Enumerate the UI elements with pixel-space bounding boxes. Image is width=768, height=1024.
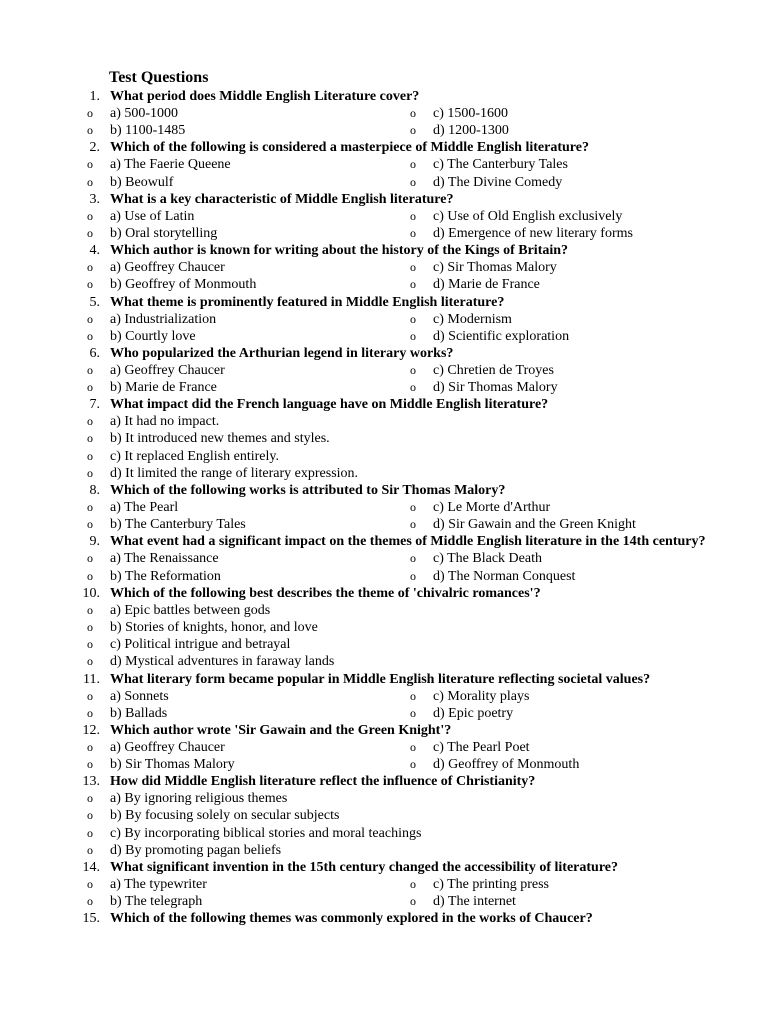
answer-option: c) The printing press bbox=[433, 877, 549, 892]
question-13 bbox=[0, 773, 768, 859]
option-row bbox=[0, 705, 768, 722]
question-text: Which of the following themes was commonly explored in the works of Chaucer? bbox=[110, 911, 593, 927]
question-number: 3. bbox=[89, 191, 100, 207]
question-line bbox=[0, 585, 768, 602]
bullet-icon: o bbox=[410, 277, 416, 292]
question-number: 12. bbox=[82, 722, 100, 738]
bullet-icon: o bbox=[410, 551, 416, 566]
question-text: Which of the following works is attributed to Sir Thomas Malory? bbox=[110, 483, 506, 498]
question-10 bbox=[0, 585, 768, 671]
bullet-icon: o bbox=[87, 791, 93, 806]
question-line bbox=[0, 294, 768, 311]
bullet-icon: o bbox=[410, 208, 416, 223]
option-row bbox=[0, 225, 768, 242]
option-row bbox=[0, 653, 768, 670]
bullet-icon: o bbox=[87, 431, 93, 446]
question-line bbox=[0, 910, 768, 927]
answer-option: c) Chretien de Troyes bbox=[433, 362, 554, 378]
bullet-icon: o bbox=[410, 688, 416, 703]
bullet-icon: o bbox=[87, 106, 93, 120]
bullet-icon: o bbox=[410, 739, 416, 754]
option-row bbox=[0, 790, 768, 807]
answer-option: b) By focusing solely on secular subjects bbox=[110, 808, 340, 824]
answer-option: b) The telegraph bbox=[110, 894, 203, 910]
answer-option: a) Geoffrey Chaucer bbox=[110, 362, 225, 378]
option-row bbox=[0, 105, 768, 122]
answer-option: b) It introduced new themes and styles. bbox=[110, 431, 330, 447]
bullet-icon: o bbox=[410, 380, 416, 395]
option-row bbox=[0, 276, 768, 293]
bullet-icon: o bbox=[87, 260, 93, 275]
bullet-icon: o bbox=[87, 808, 93, 823]
question-4 bbox=[0, 242, 768, 293]
answer-option: d) It limited the range of literary expression. bbox=[110, 465, 359, 481]
bullet-icon: o bbox=[87, 602, 93, 617]
answer-option: d) Geoffrey of Monmouth bbox=[433, 757, 580, 773]
bullet-icon: o bbox=[410, 260, 416, 275]
question-line bbox=[0, 242, 768, 259]
question-number: 4. bbox=[89, 243, 100, 259]
option-row bbox=[0, 174, 768, 191]
question-line bbox=[0, 139, 768, 156]
question-text: What literary form became popular in Middle English literature reflecting societal values? bbox=[110, 671, 651, 687]
bullet-icon: o bbox=[87, 362, 93, 377]
question-9 bbox=[0, 533, 768, 584]
bullet-icon: o bbox=[410, 328, 416, 343]
option-row bbox=[0, 362, 768, 379]
answer-option: b) The Canterbury Tales bbox=[110, 517, 246, 533]
option-row bbox=[0, 619, 768, 636]
bullet-icon: o bbox=[87, 380, 93, 395]
option-row bbox=[0, 122, 768, 139]
bullet-icon: o bbox=[87, 551, 93, 566]
option-row bbox=[0, 876, 768, 893]
question-number: 8. bbox=[89, 483, 100, 498]
answer-option: c) Le Morte d'Arthur bbox=[433, 500, 551, 515]
bullet-icon: o bbox=[87, 637, 93, 652]
question-number: 13. bbox=[82, 774, 100, 790]
question-6 bbox=[0, 345, 768, 396]
option-row bbox=[0, 739, 768, 756]
answer-option: d) Epic poetry bbox=[433, 705, 514, 721]
question-number: 1. bbox=[89, 89, 100, 104]
answer-option: c) Use of Old English exclusively bbox=[433, 208, 623, 224]
question-number: 9. bbox=[89, 534, 100, 550]
answer-option: a) Epic battles between gods bbox=[110, 602, 271, 618]
question-line bbox=[0, 88, 768, 105]
bullet-icon: o bbox=[87, 894, 93, 909]
question-line bbox=[0, 722, 768, 739]
answer-option: c) The Pearl Poet bbox=[433, 739, 530, 755]
document-page bbox=[0, 68, 768, 927]
bullet-icon: o bbox=[410, 225, 416, 240]
bullet-icon: o bbox=[87, 688, 93, 703]
question-number: 15. bbox=[82, 911, 100, 927]
answer-option: a) The Renaissance bbox=[110, 551, 219, 567]
question-line bbox=[0, 671, 768, 688]
answer-option: a) Geoffrey Chaucer bbox=[110, 739, 225, 755]
question-text: Which author is known for writing about the history of the Kings of Britain? bbox=[110, 243, 569, 259]
question-12 bbox=[0, 722, 768, 773]
answer-option: a) By ignoring religious themes bbox=[110, 791, 288, 807]
question-text: What impact did the French language have on Middle English literature? bbox=[110, 397, 549, 413]
question-text: How did Middle English literature reflect the influence of Christianity? bbox=[110, 774, 536, 790]
answer-option: a) The Faerie Queene bbox=[110, 157, 231, 173]
question-line bbox=[0, 773, 768, 790]
question-number: 2. bbox=[89, 140, 100, 156]
answer-option: a) The typewriter bbox=[110, 877, 207, 892]
answer-option: a) Industrialization bbox=[110, 311, 217, 327]
question-number: 14. bbox=[82, 860, 100, 875]
bullet-icon: o bbox=[87, 825, 93, 840]
bullet-icon: o bbox=[87, 465, 93, 480]
question-text: What theme is prominently featured in Middle English literature? bbox=[110, 294, 505, 310]
answer-option: a) It had no impact. bbox=[110, 414, 220, 430]
option-row bbox=[0, 448, 768, 465]
bullet-icon: o bbox=[87, 568, 93, 583]
question-line bbox=[0, 482, 768, 499]
bullet-icon: o bbox=[87, 157, 93, 172]
question-7 bbox=[0, 396, 768, 482]
answer-option: d) Scientific exploration bbox=[433, 328, 570, 344]
answer-option: b) Ballads bbox=[110, 705, 168, 721]
bullet-icon: o bbox=[87, 739, 93, 754]
question-text: What event had a significant impact on the themes of Middle English literature in the 14th century? bbox=[110, 534, 706, 550]
answer-option: c) It replaced English entirely. bbox=[110, 448, 279, 464]
option-row bbox=[0, 842, 768, 859]
question-11 bbox=[0, 671, 768, 722]
question-line bbox=[0, 533, 768, 550]
question-number: 11. bbox=[83, 671, 100, 687]
bullet-icon: o bbox=[87, 225, 93, 240]
question-2 bbox=[0, 139, 768, 190]
question-text: Which of the following is considered a masterpiece of Middle English literature? bbox=[110, 140, 589, 156]
answer-option: c) The Canterbury Tales bbox=[433, 157, 568, 173]
bullet-icon: o bbox=[87, 842, 93, 857]
option-row bbox=[0, 756, 768, 773]
answer-option: c) By incorporating biblical stories and moral teachings bbox=[110, 825, 422, 841]
option-row bbox=[0, 807, 768, 824]
bullet-icon: o bbox=[87, 311, 93, 326]
question-line bbox=[0, 396, 768, 413]
bullet-icon: o bbox=[410, 877, 416, 891]
bullet-icon: o bbox=[87, 123, 93, 138]
answer-option: a) The Pearl bbox=[110, 500, 179, 515]
answer-option: b) Oral storytelling bbox=[110, 225, 218, 241]
bullet-icon: o bbox=[410, 106, 416, 120]
bullet-icon: o bbox=[87, 757, 93, 772]
bullet-icon: o bbox=[87, 517, 93, 532]
option-row bbox=[0, 311, 768, 328]
bullet-icon: o bbox=[410, 174, 416, 189]
question-text: What period does Middle English Literature cover? bbox=[110, 89, 420, 104]
bullet-icon: o bbox=[87, 619, 93, 634]
option-row bbox=[0, 550, 768, 567]
option-row bbox=[0, 825, 768, 842]
question-5 bbox=[0, 294, 768, 345]
question-text: What is a key characteristic of Middle English literature? bbox=[110, 191, 454, 207]
answer-option: c) Morality plays bbox=[433, 688, 530, 704]
option-row bbox=[0, 636, 768, 653]
answer-option: d) Marie de France bbox=[433, 277, 540, 293]
option-row bbox=[0, 156, 768, 173]
answer-option: b) Stories of knights, honor, and love bbox=[110, 619, 318, 635]
answer-option: d) Sir Gawain and the Green Knight bbox=[433, 517, 636, 533]
question-14 bbox=[0, 859, 768, 910]
bullet-icon: o bbox=[410, 362, 416, 377]
question-number: 5. bbox=[89, 294, 100, 310]
bullet-icon: o bbox=[410, 757, 416, 772]
bullet-icon: o bbox=[87, 877, 93, 891]
answer-option: c) Sir Thomas Malory bbox=[433, 260, 557, 276]
answer-option: c) The Black Death bbox=[433, 551, 542, 567]
question-text: Which of the following best describes the theme of 'chivalric romances'? bbox=[110, 585, 541, 601]
answer-option: c) 1500-1600 bbox=[433, 106, 509, 121]
option-row bbox=[0, 516, 768, 533]
bullet-icon: o bbox=[87, 174, 93, 189]
page-title: Test Questions bbox=[109, 69, 209, 86]
option-row bbox=[0, 379, 768, 396]
answer-option: b) The Reformation bbox=[110, 568, 221, 584]
bullet-icon: o bbox=[410, 311, 416, 326]
bullet-icon: o bbox=[410, 157, 416, 172]
option-row bbox=[0, 430, 768, 447]
bullet-icon: o bbox=[410, 894, 416, 909]
question-number: 10. bbox=[82, 585, 100, 601]
option-row bbox=[0, 893, 768, 910]
answer-option: a) Geoffrey Chaucer bbox=[110, 260, 225, 276]
answer-option: b) Sir Thomas Malory bbox=[110, 757, 235, 773]
question-number: 7. bbox=[89, 397, 100, 413]
bullet-icon: o bbox=[87, 208, 93, 223]
answer-option: b) Beowulf bbox=[110, 174, 174, 190]
bullet-icon: o bbox=[87, 654, 93, 669]
bullet-icon: o bbox=[410, 500, 416, 514]
option-row bbox=[0, 499, 768, 516]
answer-option: b) Geoffrey of Monmouth bbox=[110, 277, 257, 293]
option-row bbox=[0, 568, 768, 585]
answer-option: a) 500-1000 bbox=[110, 106, 179, 121]
answer-option: b) Marie de France bbox=[110, 380, 217, 396]
answer-option: d) Emergence of new literary forms bbox=[433, 225, 633, 241]
bullet-icon: o bbox=[410, 568, 416, 583]
bullet-icon: o bbox=[87, 448, 93, 463]
question-line bbox=[0, 191, 768, 208]
question-15 bbox=[0, 910, 768, 927]
question-line bbox=[0, 859, 768, 876]
answer-option: d) The internet bbox=[433, 894, 516, 910]
answer-option: c) Political intrigue and betrayal bbox=[110, 637, 291, 653]
answer-option: b) 1100-1485 bbox=[110, 123, 186, 139]
answer-option: d) Mystical adventures in faraway lands bbox=[110, 654, 335, 670]
bullet-icon: o bbox=[410, 517, 416, 532]
answer-option: a) Use of Latin bbox=[110, 208, 195, 224]
answer-option: d) The Divine Comedy bbox=[433, 174, 563, 190]
bullet-icon: o bbox=[87, 500, 93, 514]
answer-option: d) By promoting pagan beliefs bbox=[110, 842, 282, 858]
question-1 bbox=[0, 88, 768, 139]
question-text: Who popularized the Arthurian legend in literary works? bbox=[110, 345, 454, 361]
bullet-icon: o bbox=[410, 123, 416, 138]
option-row bbox=[0, 208, 768, 225]
option-row bbox=[0, 602, 768, 619]
bullet-icon: o bbox=[87, 414, 93, 429]
question-list bbox=[0, 88, 768, 927]
question-number: 6. bbox=[89, 345, 100, 361]
answer-option: d) Sir Thomas Malory bbox=[433, 380, 558, 396]
bullet-icon: o bbox=[87, 328, 93, 343]
question-text: What significant invention in the 15th century changed the accessibility of literature? bbox=[110, 860, 618, 875]
bullet-icon: o bbox=[410, 705, 416, 720]
option-row bbox=[0, 328, 768, 345]
option-row bbox=[0, 688, 768, 705]
option-row bbox=[0, 413, 768, 430]
option-row bbox=[0, 259, 768, 276]
option-row bbox=[0, 465, 768, 482]
answer-option: a) Sonnets bbox=[110, 688, 169, 704]
question-3 bbox=[0, 191, 768, 242]
answer-option: c) Modernism bbox=[433, 311, 512, 327]
question-line bbox=[0, 345, 768, 362]
answer-option: d) 1200-1300 bbox=[433, 123, 509, 139]
question-8 bbox=[0, 482, 768, 533]
answer-option: d) The Norman Conquest bbox=[433, 568, 576, 584]
question-text: Which author wrote 'Sir Gawain and the Green Knight'? bbox=[110, 722, 452, 738]
bullet-icon: o bbox=[87, 705, 93, 720]
bullet-icon: o bbox=[87, 277, 93, 292]
answer-option: b) Courtly love bbox=[110, 328, 196, 344]
